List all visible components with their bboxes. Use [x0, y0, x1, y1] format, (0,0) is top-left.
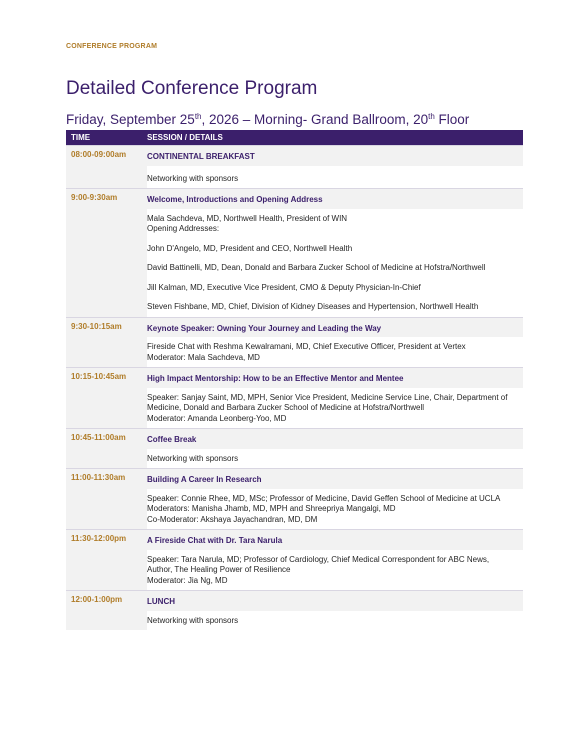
- program-row: [66, 590, 523, 630]
- program-row: [66, 145, 523, 188]
- subtitle-date: Friday, September 25: [66, 112, 195, 127]
- session-time: 11:00-11:30am: [66, 469, 147, 529]
- session-time: 10:45-11:00am: [66, 429, 147, 468]
- session-title: Building A Career In Research: [147, 469, 523, 489]
- session-details: [147, 368, 523, 428]
- session-detail: Networking with sponsors: [147, 173, 239, 183]
- column-header-time: TIME: [71, 133, 91, 142]
- column-header-session: SESSION / DETAILS: [147, 133, 223, 142]
- session-detail: John D'Angelo, MD, President and CEO, Northwell Health: [147, 243, 353, 253]
- program-row: [66, 468, 523, 529]
- subtitle-superscript-2: th: [428, 112, 435, 121]
- session-title: Welcome, Introductions and Opening Address: [147, 189, 523, 209]
- session-detail: Steven Fishbane, MD, Chief, Division of Kidney Diseases and Hypertension, Northwell Health: [147, 302, 479, 311]
- subtitle-superscript-1: th: [194, 112, 202, 121]
- session-detail: Speaker: Tara Narula, MD; Professor of Cardiology, Chief Medical Correspondent for ABC News, Author, The Healing Power of Resilience Moderator: Jia Ng, MD: [147, 554, 490, 585]
- session-details: [147, 591, 523, 630]
- session-detail: Fireside Chat with Reshma Kewalramani, MD, Chief Executive Officer, President at Vertex Moderator: Mala Sachdeva, MD: [147, 342, 466, 362]
- session-title: Keynote Speaker: Owning Your Journey and Leading the Way: [147, 318, 523, 338]
- session-time: 9:00-9:30am: [66, 189, 147, 317]
- program-row: [66, 317, 523, 368]
- subtitle-venue: , 2026 – Morning- Grand Ballroom, 20: [201, 112, 429, 127]
- session-title: A Fireside Chat with Dr. Tara Narula: [147, 530, 523, 550]
- session-time: 10:15-10:45am: [66, 368, 147, 428]
- session-detail: Jill Kalman, MD, Executive Vice President, CMO & Deputy Physician-In-Chief: [147, 282, 421, 292]
- session-time: 12:00-1:00pm: [66, 591, 147, 630]
- program-eyebrow: CONFERENCE PROGRAM: [66, 43, 158, 50]
- session-time: 9:30-10:15am: [66, 318, 147, 368]
- session-time: 08:00-09:00am: [66, 146, 147, 188]
- session-details: [147, 429, 523, 468]
- session-time: 11:30-12:00pm: [66, 530, 147, 590]
- session-details: [147, 189, 523, 317]
- session-detail: Mala Sachdeva, MD, Northwell Health, President of WIN Opening Addresses:: [147, 213, 348, 233]
- session-details: [147, 530, 523, 590]
- program-row: [66, 529, 523, 590]
- table-header: [66, 130, 523, 145]
- session-detail: Networking with sponsors: [147, 453, 239, 463]
- session-detail: Speaker: Connie Rhee, MD, MSc; Professor of Medicine, David Geffen School of Medicine at UCLA Moderators: Manisha Jhamb, MD, MPH and Shreepriya Mangalgi, MD Co-Moderator: Akshaya Jayachandran, MD, DM: [147, 493, 501, 524]
- session-title: High Impact Mentorship: How to be an Effective Mentor and Mentee: [147, 368, 523, 388]
- session-detail: Speaker: Sanjay Saint, MD, MPH, Senior Vice President, Medicine Service Line, Chair, Department of Medicine, Donald and Barbara Zucker School of Medicine at Hofstra/Northwell Moderator: Amanda Leonberg-Yoo, MD: [147, 392, 508, 423]
- page-title: Detailed Conference Program: [66, 78, 318, 99]
- program-row: [66, 428, 523, 468]
- session-detail: Networking with sponsors: [147, 615, 239, 625]
- subtitle-floor: Floor: [434, 112, 470, 127]
- program-table: [66, 130, 523, 630]
- table-body: [66, 145, 523, 630]
- session-detail: David Battinelli, MD, Dean, Donald and Barbara Zucker School of Medicine at Hofstra/Northwell: [147, 263, 486, 272]
- session-details: [147, 146, 523, 188]
- program-row: [66, 367, 523, 428]
- session-title: LUNCH: [147, 591, 523, 611]
- session-title: Coffee Break: [147, 429, 523, 449]
- program-row: [66, 188, 523, 317]
- session-details: [147, 469, 523, 529]
- page-subtitle: [66, 112, 469, 127]
- session-details: [147, 318, 523, 368]
- session-title: CONTINENTAL BREAKFAST: [147, 146, 523, 166]
